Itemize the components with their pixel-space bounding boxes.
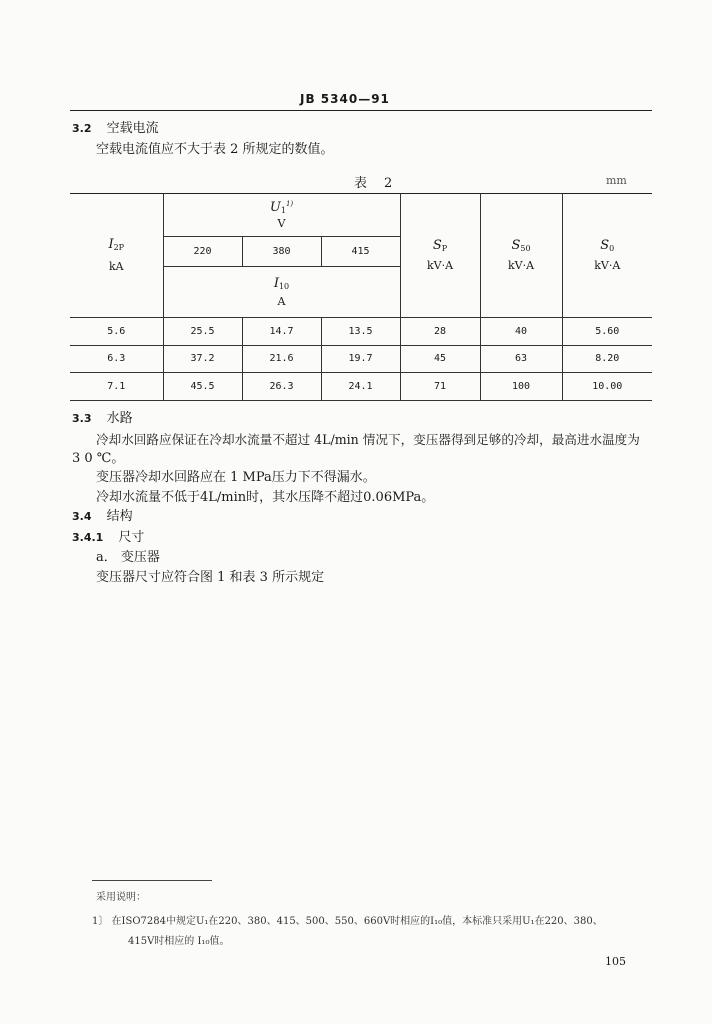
table-cell: 37.2 (163, 345, 242, 372)
table-unit: mm (606, 174, 627, 187)
table-cell: 21.6 (242, 345, 321, 372)
section-number: 3.3 (72, 412, 92, 425)
s0-unit: kV·A (594, 259, 621, 273)
s50-unit: kV·A (507, 259, 535, 273)
sp-symbol: $S_P$ (432, 238, 448, 254)
list-item-a: a． 变压器 (96, 550, 160, 565)
header-s0 (562, 194, 652, 318)
table-row (70, 372, 652, 400)
i2p-unit: kA (108, 260, 124, 274)
table-cell: 5.60 (595, 325, 620, 337)
u1-value: 380 (242, 237, 321, 267)
section-3-3-para3: 冷却水流量不低于4L/min时，其水压降不超过0.06MPa。 (96, 490, 435, 505)
i10-unit: A (277, 294, 286, 308)
table-cell: 10.00 (562, 372, 652, 400)
table-cell: 100 (480, 372, 562, 400)
u1-value: 415 (321, 237, 400, 267)
header-sp (400, 194, 480, 318)
section-3-2-heading (72, 117, 159, 136)
section-title: 水路 (106, 411, 133, 426)
table-cell: 26.3 (242, 372, 321, 400)
header-s50 (480, 194, 562, 318)
section-3-2-body: 空载电流值应不大于表 2 所规定的数值。 (96, 142, 334, 157)
section-3-3-heading (72, 407, 133, 426)
table-cell: 14.7 (242, 317, 321, 345)
page-number: 105 (605, 955, 626, 968)
table-cell: 28 (400, 317, 480, 345)
u1-unit: V (277, 217, 286, 230)
section-3-3-para1-line2: 3 0 ℃。 (72, 451, 125, 466)
i2p-symbol: $I_{2P}$ (108, 237, 125, 253)
s50-symbol: $S_{50}$ (511, 238, 531, 254)
table-cell: 19.7 (321, 345, 400, 372)
header-i10 (163, 267, 400, 317)
section-3-4-1-heading (72, 526, 144, 545)
section-title: 尺寸 (118, 530, 145, 545)
table-cell: 45 (400, 345, 480, 372)
footnote-rule (92, 880, 212, 881)
table-cell: 13.5 (321, 317, 400, 345)
i10-symbol: $I_{10}$ (273, 275, 290, 291)
table-cell: 45.5 (163, 372, 242, 400)
table-cell: 7.1 (70, 372, 163, 400)
section-title: 空载电流 (106, 121, 159, 136)
section-3-3-para1-line1: 冷却水回路应保证在冷却水流量不超过 4L/min 情况下，变压器得到足够的冷却，最高进水温度为 (96, 432, 640, 447)
section-3-4-heading (72, 505, 133, 524)
header-rule (70, 110, 652, 111)
section-number: 3.4.1 (72, 531, 104, 544)
section-3-4-1-body: 变压器尺寸应符合图 1 和表 3 所示规定 (96, 570, 325, 585)
table-cell: 8.20 (562, 345, 652, 372)
table-cell: 40 (480, 317, 562, 345)
footnote-heading: 采用说明： (96, 892, 146, 903)
table-row (70, 345, 652, 372)
section-3-3-para2: 变压器冷却水回路应在 1 MPa压力下不得漏水。 (96, 470, 376, 485)
table-caption: 表 2 (354, 176, 395, 191)
header-u1 (163, 194, 400, 237)
table-row (70, 317, 652, 345)
u1-symbol: $U_1^{1)}$ (269, 200, 294, 215)
u1-value: 220 (163, 237, 242, 267)
table-cell: 25.5 (163, 317, 242, 345)
s0-symbol: $S_0$ (600, 238, 615, 254)
section-number: 3.4 (72, 510, 92, 523)
header-i2p (70, 194, 163, 318)
section-title: 结构 (106, 509, 133, 524)
table-cell: 63 (480, 345, 562, 372)
footnote-line-1: 1〕 在ISO7284中规定U₁在220、380、415、500、550、660V时相应的I₁₀值，本标准只采用U₁在220、380、 (92, 916, 603, 927)
table-cell: 5.6 (70, 317, 163, 345)
table-cell: 6.3 (70, 345, 163, 372)
table-cell: 71 (400, 372, 480, 400)
section-number: 3.2 (72, 122, 92, 135)
table-2 (70, 193, 652, 401)
sp-unit: kV·A (426, 259, 454, 273)
footnote-line-2: 415V时相应的 I₁₀值。 (128, 936, 230, 947)
table-cell: 24.1 (321, 372, 400, 400)
document-code: JB 5340—91 (300, 92, 390, 106)
